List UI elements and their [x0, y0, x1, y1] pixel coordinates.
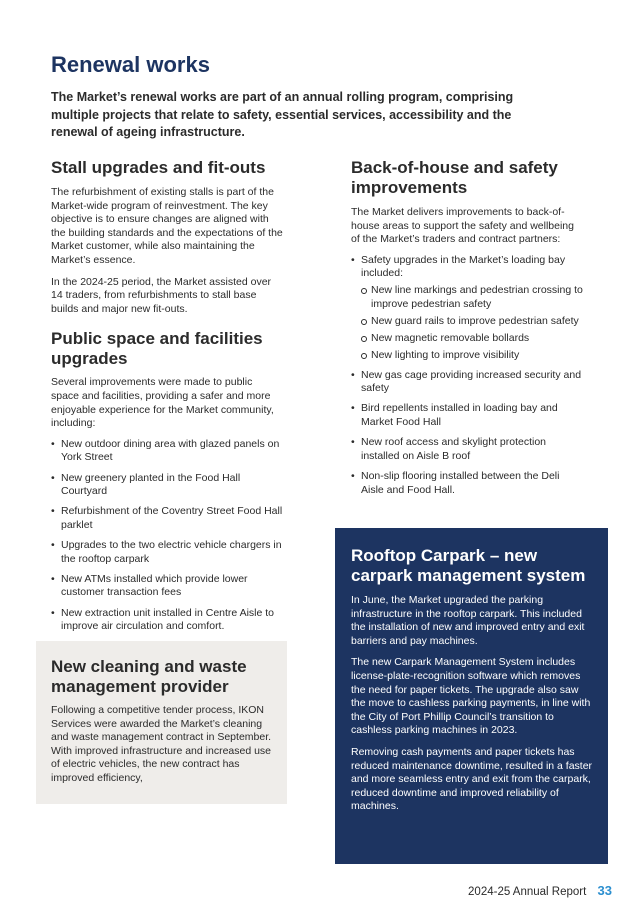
carpark-paragraph-3: Removing cash payments and paper tickets has reduced maintenance downtime, resulted in a faster and more seamless entry and exit from the carpark, reduced downtime and improved reliability of machines.: [351, 745, 593, 813]
back-of-house-intro: The Market delivers improvements to back-of-house areas to support the safety and wellbeing of the Market’s traders and contract partners:: [351, 206, 574, 246]
list-item: • New outdoor dining area with glazed panels on York Street: [51, 438, 283, 465]
stall-upgrades-heading: Stall upgrades and fit-outs: [51, 158, 266, 177]
sub-list-item: New guard rails to improve pedestrian safety: [361, 315, 583, 329]
list-item: • New ATMs installed which provide lower customer transaction fees: [51, 573, 283, 600]
public-space-section: [51, 329, 283, 633]
stall-upgrades-paragraph-2: In the 2024-25 period, the Market assisted over 14 traders, from refurbishments to stall base builds and major new fit-outs.: [51, 275, 272, 315]
list-item: • Non-slip flooring installed between the Deli Aisle and Food Hall.: [351, 470, 583, 497]
sub-list-item: New line markings and pedestrian crossing to improve pedestrian safety: [361, 284, 583, 311]
carpark-paragraph-2: The new Carpark Management System includes license-plate-recognition software which removes the need for paper tickets. The upgrade also saw the move to cashless parking payments, in line with the City of Port Phillip Council’s transition to cashless parking machines in 2023.: [351, 656, 591, 737]
page-title: Renewal works: [51, 52, 210, 77]
list-item: • New roof access and skylight protection installed on Aisle B roof: [351, 436, 583, 463]
public-space-intro: Several improvements were made to public space and facilities, providing a safer and more enjoyable experience for the Market community, including:: [51, 376, 274, 430]
cleaning-heading: New cleaning and waste management provider: [51, 657, 247, 696]
back-of-house-section: [351, 158, 583, 497]
left-column: [51, 158, 283, 640]
right-column: [351, 158, 583, 504]
public-space-heading: Public space and facilities upgrades: [51, 329, 263, 369]
list-item: • New gas cage providing increased security and safety: [351, 369, 583, 396]
page-footer: [468, 884, 612, 899]
list-item: • Upgrades to the two electric vehicle chargers in the rooftop carpark: [51, 539, 283, 566]
loading-bay-sublist: [361, 284, 583, 362]
stall-upgrades-section: [51, 158, 283, 316]
cleaning-callout: [36, 641, 287, 804]
list-item: • New extraction unit installed in Centre Aisle to improve air circulation and comfort.: [51, 607, 283, 634]
sub-list-item: New lighting to improve visibility: [361, 349, 583, 363]
list-item: • New greenery planted in the Food Hall Courtyard: [51, 472, 283, 499]
carpark-heading: Rooftop Carpark – new carpark management system: [351, 546, 586, 585]
list-item: • Bird repellents installed in loading bay and Market Food Hall: [351, 402, 583, 429]
list-item: [351, 254, 583, 362]
public-space-list: [51, 438, 283, 634]
carpark-paragraph-1: In June, the Market upgraded the parking infrastructure in the rooftop carpark. This included the installation of new and improved entry and exit barriers and pay machines.: [351, 594, 585, 647]
back-of-house-list: [351, 254, 583, 497]
carpark-callout: [335, 528, 608, 864]
sub-list-item: New magnetic removable bollards: [361, 332, 583, 346]
list-item-text: Safety upgrades in the Market’s loading bay included:: [361, 253, 566, 280]
stall-upgrades-paragraph-1: The refurbishment of existing stalls is part of the Market-wide program of reinvestment. The key objective is to ensure changes are aligned with the building standards and the expectations of the Market customer, while also maintaining the Market’s essence.: [51, 186, 283, 266]
back-of-house-heading: Back-of-house and safety improvements: [351, 158, 558, 197]
page-number: 33: [597, 883, 612, 898]
report-name: 2024-25 Annual Report: [468, 886, 587, 898]
intro-paragraph: The Market’s renewal works are part of an annual rolling program, comprising multiple projects that relate to safety, essential services, accessibility and the renewal of ageing infrastructure.: [51, 90, 514, 139]
cleaning-paragraph: Following a competitive tender process, IKON Services were awarded the Market’s cleaning and waste management contract in September. With improved infrastructure and increased use of electric vehicles, the new contract has improved efficiency,: [51, 704, 272, 784]
list-item: • Refurbishment of the Coventry Street Food Hall parklet: [51, 505, 283, 532]
